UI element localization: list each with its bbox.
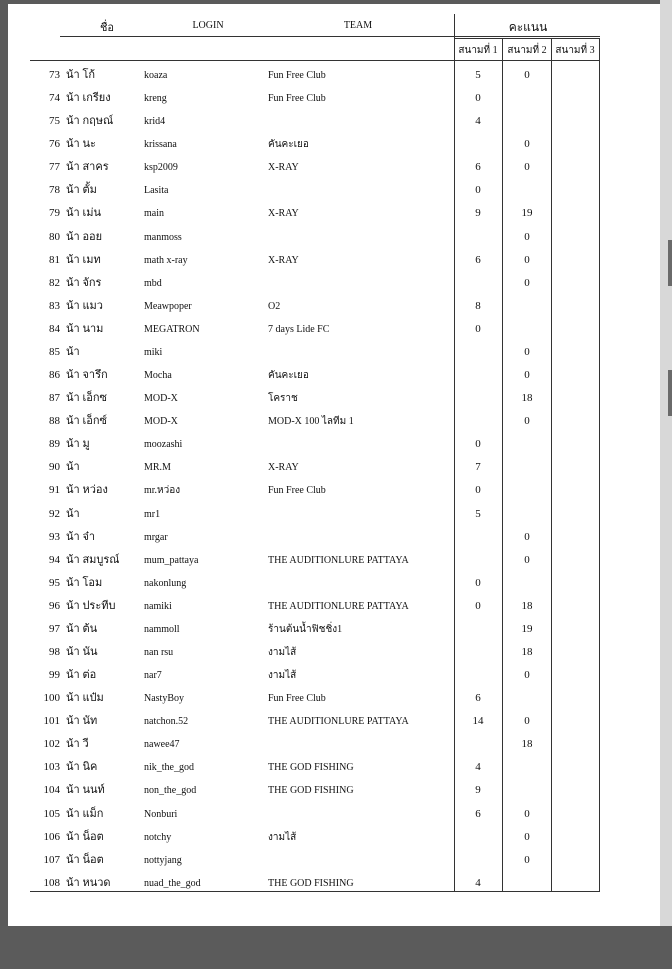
row-name: น้า ออย [66, 230, 103, 243]
table-row [8, 664, 660, 687]
row-team: ร้านต้นน้ำฟิชชิ่ง1 [268, 623, 343, 635]
row-score-field-2: 19 [521, 622, 533, 635]
row-login: mrgar [144, 531, 168, 543]
row-team: Fun Free Club [268, 693, 326, 705]
row-team: งามไส้ [268, 831, 297, 843]
row-score-field-2: 0 [524, 530, 530, 543]
row-score-field-2: 18 [521, 392, 533, 405]
row-number: 79 [49, 207, 60, 220]
table-row [8, 456, 660, 479]
table-row [8, 226, 660, 249]
row-login: nar7 [144, 670, 162, 682]
row-name: น้า โอม [66, 576, 103, 589]
row-login: Lasita [144, 185, 169, 197]
row-score-field-2: 0 [524, 161, 530, 174]
row-team: X-RAY [268, 254, 299, 266]
row-team: X-RAY [268, 162, 299, 174]
row-team: THE AUDITIONLURE PATTAYA [268, 600, 409, 612]
row-score-field-1: 6 [475, 807, 481, 820]
row-number: 97 [49, 622, 60, 635]
row-name: น้า นนท์ [66, 784, 105, 797]
table-row [8, 710, 660, 733]
row-score-field-2: 0 [524, 69, 530, 81]
header-field-3: สนามที่ 3 [555, 45, 595, 56]
row-number: 90 [49, 461, 60, 474]
row-name: น้า ต้น [66, 622, 98, 635]
table-row [8, 133, 660, 156]
row-number: 100 [43, 692, 60, 705]
row-team: THE GOD FISHING [268, 762, 354, 774]
row-score-field-1: 0 [475, 322, 481, 335]
table-row [8, 503, 660, 526]
row-team: X-RAY [268, 462, 299, 474]
row-score-field-1: 4 [475, 115, 481, 128]
row-login: MR.M [144, 462, 171, 474]
row-number: 107 [43, 853, 60, 866]
header-name: ชื่อ [99, 22, 115, 34]
row-score-field-2: 0 [524, 415, 530, 428]
row-score-field-1: 6 [475, 253, 481, 266]
row-number: 84 [49, 322, 60, 335]
row-login: NastyBoy [144, 693, 184, 705]
row-name: น้า น็อต [66, 830, 104, 843]
row-login: namiki [144, 600, 172, 612]
row-name: น้า หนวด [66, 876, 111, 889]
row-number: 95 [49, 576, 60, 589]
row-team: Fun Free Club [268, 93, 326, 105]
table-row [8, 64, 660, 87]
row-name: น้า มู [66, 438, 90, 451]
row-team: THE GOD FISHING [268, 877, 354, 889]
row-score-field-1: 4 [475, 761, 481, 774]
row-score-field-2: 19 [521, 207, 533, 220]
table-row [8, 272, 660, 295]
row-login: non_the_god [144, 785, 197, 797]
row-team: X-RAY [268, 208, 299, 220]
header-login: LOGIN [192, 20, 224, 31]
row-team: 7 days Lide FC [268, 323, 330, 335]
row-number: 89 [49, 438, 60, 451]
row-name: น้า เม่น [66, 207, 101, 220]
row-name: น้า [66, 461, 80, 474]
row-score-field-2: 0 [524, 345, 530, 358]
row-login: mum_pattaya [144, 554, 199, 566]
row-name: น้า [66, 507, 80, 520]
table-row [8, 87, 660, 110]
row-name: น้า หว่อง [66, 484, 108, 497]
row-login: koaza [144, 70, 168, 81]
row-login: nik_the_god [144, 762, 194, 774]
row-score-field-1: 0 [475, 438, 481, 451]
row-login: miki [144, 346, 163, 358]
row-name: น้า โก้ [66, 69, 96, 81]
row-number: 76 [49, 138, 60, 151]
table-row [8, 433, 660, 456]
header-score: คะแนน [508, 20, 548, 34]
row-name: น้า นัท [66, 715, 98, 728]
row-login: natchon.52 [144, 716, 189, 728]
row-score-field-1: 5 [475, 69, 481, 81]
document-page [8, 4, 660, 926]
table-row [8, 318, 660, 341]
row-number: 85 [49, 345, 60, 358]
row-login: Mocha [144, 370, 172, 382]
row-number: 93 [49, 530, 60, 543]
row-name: น้า แป๋ม [66, 692, 104, 705]
score-rule [455, 38, 600, 39]
header-team: TEAM [343, 20, 373, 31]
row-team: Fun Free Club [268, 485, 326, 497]
row-score-field-2: 0 [524, 253, 530, 266]
row-team: THE AUDITIONLURE PATTAYA [268, 716, 409, 728]
row-team: โคราช [268, 393, 298, 405]
row-number: 83 [49, 299, 60, 312]
table-row [8, 595, 660, 618]
row-login: nammoll [144, 623, 180, 635]
table-row [8, 733, 660, 756]
table-row [8, 387, 660, 410]
row-number: 78 [49, 184, 60, 197]
row-team: คันคะเยอ [268, 370, 309, 382]
row-name: น้า นิค [66, 761, 98, 774]
table-row [8, 572, 660, 595]
row-number: 103 [43, 761, 60, 774]
table-row [8, 202, 660, 225]
row-name: น้า จารึก [66, 369, 108, 382]
row-score-field-1: 14 [472, 715, 484, 728]
row-name: น้า แม็ก [66, 807, 104, 820]
row-score-field-2: 18 [521, 599, 533, 612]
row-score-field-1: 9 [475, 784, 481, 797]
row-number: 94 [49, 553, 60, 566]
row-score-field-2: 18 [521, 738, 533, 751]
table-row [8, 479, 660, 502]
table-row [8, 526, 660, 549]
row-name: น้า เอ็กซ [66, 392, 107, 405]
header-field-1: สนามที่ 1 [458, 45, 498, 56]
row-number: 74 [49, 92, 60, 105]
row-score-field-2: 18 [521, 646, 533, 658]
row-team: THE AUDITIONLURE PATTAYA [268, 554, 409, 566]
row-number: 73 [49, 69, 60, 81]
row-team: งามไส้ [268, 647, 297, 658]
table-row [8, 549, 660, 572]
row-team: Fun Free Club [268, 70, 326, 81]
row-number: 105 [43, 807, 60, 820]
row-score-field-2: 0 [524, 553, 530, 566]
table-row [8, 803, 660, 826]
row-number: 88 [49, 415, 60, 428]
row-team: MOD-X 100 ไลทีม 1 [268, 416, 354, 428]
row-name: น้า วี [66, 738, 89, 751]
row-number: 99 [49, 669, 60, 682]
row-score-field-2: 0 [524, 830, 530, 843]
row-login: mbd [144, 277, 162, 289]
row-score-field-1: 9 [475, 207, 481, 220]
row-login: nawee47 [144, 739, 180, 751]
table-row [8, 618, 660, 641]
row-login: mr.หว่อง [144, 485, 181, 497]
row-name: น้า จักร [66, 276, 102, 289]
table-row [8, 364, 660, 387]
row-score-field-1: 6 [475, 692, 481, 705]
row-score-field-1: 4 [475, 876, 481, 889]
row-score-field-1: 0 [475, 484, 481, 497]
row-login: MOD-X [144, 416, 178, 428]
row-team: O2 [268, 300, 281, 312]
row-number: 91 [49, 484, 60, 497]
table-row [8, 826, 660, 849]
row-name: น้า ประทีบ [66, 599, 116, 612]
row-name: น้า จ๋า [66, 530, 96, 543]
row-team: งามไส้ [268, 670, 297, 682]
row-login: main [144, 208, 164, 220]
row-login: moozashi [144, 439, 183, 451]
row-score-field-2: 0 [524, 138, 530, 151]
row-score-field-1: 0 [475, 576, 481, 589]
row-login: krid4 [144, 116, 166, 128]
row-number: 101 [43, 715, 60, 728]
row-score-field-2: 0 [524, 715, 530, 728]
row-number: 102 [43, 738, 60, 751]
row-number: 81 [49, 253, 60, 266]
row-number: 106 [43, 830, 60, 843]
row-login: MEGATRON [144, 323, 200, 335]
row-number: 96 [49, 599, 60, 612]
row-number: 104 [43, 784, 60, 797]
table-row [8, 341, 660, 364]
table-row [8, 249, 660, 272]
row-login: nuad_the_god [144, 877, 201, 889]
table-row [8, 295, 660, 318]
row-score-field-1: 7 [475, 461, 481, 474]
table-row [8, 179, 660, 202]
row-login: math x-ray [144, 254, 188, 266]
row-number: 87 [49, 392, 60, 405]
row-name: น้า สาคร [66, 161, 109, 174]
row-score-field-1: 6 [475, 161, 481, 174]
row-login: mr1 [144, 508, 161, 520]
row-score-field-1: 5 [475, 507, 481, 520]
row-score-field-2: 0 [524, 369, 530, 382]
row-login: krissana [144, 139, 177, 151]
row-score-field-1: 0 [475, 92, 481, 105]
table-row [8, 687, 660, 710]
scrollbar-edge [660, 0, 672, 930]
row-score-field-2: 0 [524, 669, 530, 682]
row-name: น้า ตั้ม [66, 184, 97, 197]
header-rule [60, 36, 600, 37]
row-login: Meawpoper [144, 300, 192, 312]
table-row [8, 872, 660, 895]
row-team: คันคะเยอ [268, 139, 309, 151]
row-name: น้า เมท [66, 253, 101, 266]
row-number: 77 [49, 161, 60, 174]
header-field-2: สนามที่ 2 [507, 45, 547, 56]
table-row [8, 779, 660, 802]
edge-mark [668, 370, 672, 416]
viewer-bottom-band [0, 926, 672, 969]
row-name: น้า น็อต [66, 853, 104, 866]
row-score-field-2: 0 [524, 807, 530, 820]
row-name: น้า [66, 345, 80, 358]
row-name: น้า เอ็กซ์ [66, 415, 107, 428]
row-score-field-2: 0 [524, 853, 530, 866]
row-number: 98 [49, 646, 60, 658]
row-login: MOD-X [144, 393, 178, 405]
row-login: Nonburi [144, 808, 178, 820]
row-score-field-1: 0 [475, 599, 481, 612]
row-login: notchy [144, 831, 172, 843]
row-number: 80 [49, 230, 60, 243]
row-number: 86 [49, 369, 60, 382]
row-score-field-2: 0 [524, 230, 530, 243]
row-name: น้า ต่อ [66, 669, 97, 682]
row-number: 75 [49, 115, 60, 128]
row-login: ksp2009 [144, 162, 178, 174]
table-row [8, 410, 660, 433]
row-name: น้า สมบูรณ์ [66, 553, 120, 566]
row-login: nottyjang [144, 854, 182, 866]
row-login: kreng [144, 93, 167, 105]
table-row [8, 641, 660, 664]
row-score-field-2: 0 [524, 276, 530, 289]
row-number: 108 [43, 876, 60, 889]
row-score-field-1: 0 [475, 184, 481, 197]
edge-mark [668, 240, 672, 286]
table-top-rule [30, 60, 600, 61]
row-name: น้า เกรียง [66, 92, 111, 105]
row-name: น้า นะ [66, 138, 96, 151]
row-login: nakonlung [144, 577, 187, 589]
row-number: 92 [49, 507, 60, 520]
row-name: น้า แมว [66, 299, 103, 312]
row-login: nan rsu [144, 647, 174, 658]
row-name: น้า นัน [66, 646, 98, 658]
table-row [8, 110, 660, 133]
row-score-field-1: 8 [475, 299, 481, 312]
table-row [8, 156, 660, 179]
table-row [8, 756, 660, 779]
row-login: manmoss [144, 231, 182, 243]
row-name: น้า นาม [66, 322, 104, 335]
table-row [8, 849, 660, 872]
row-name: น้า กฤษณ์ [66, 115, 114, 128]
row-number: 82 [49, 276, 60, 289]
row-team: THE GOD FISHING [268, 785, 354, 797]
